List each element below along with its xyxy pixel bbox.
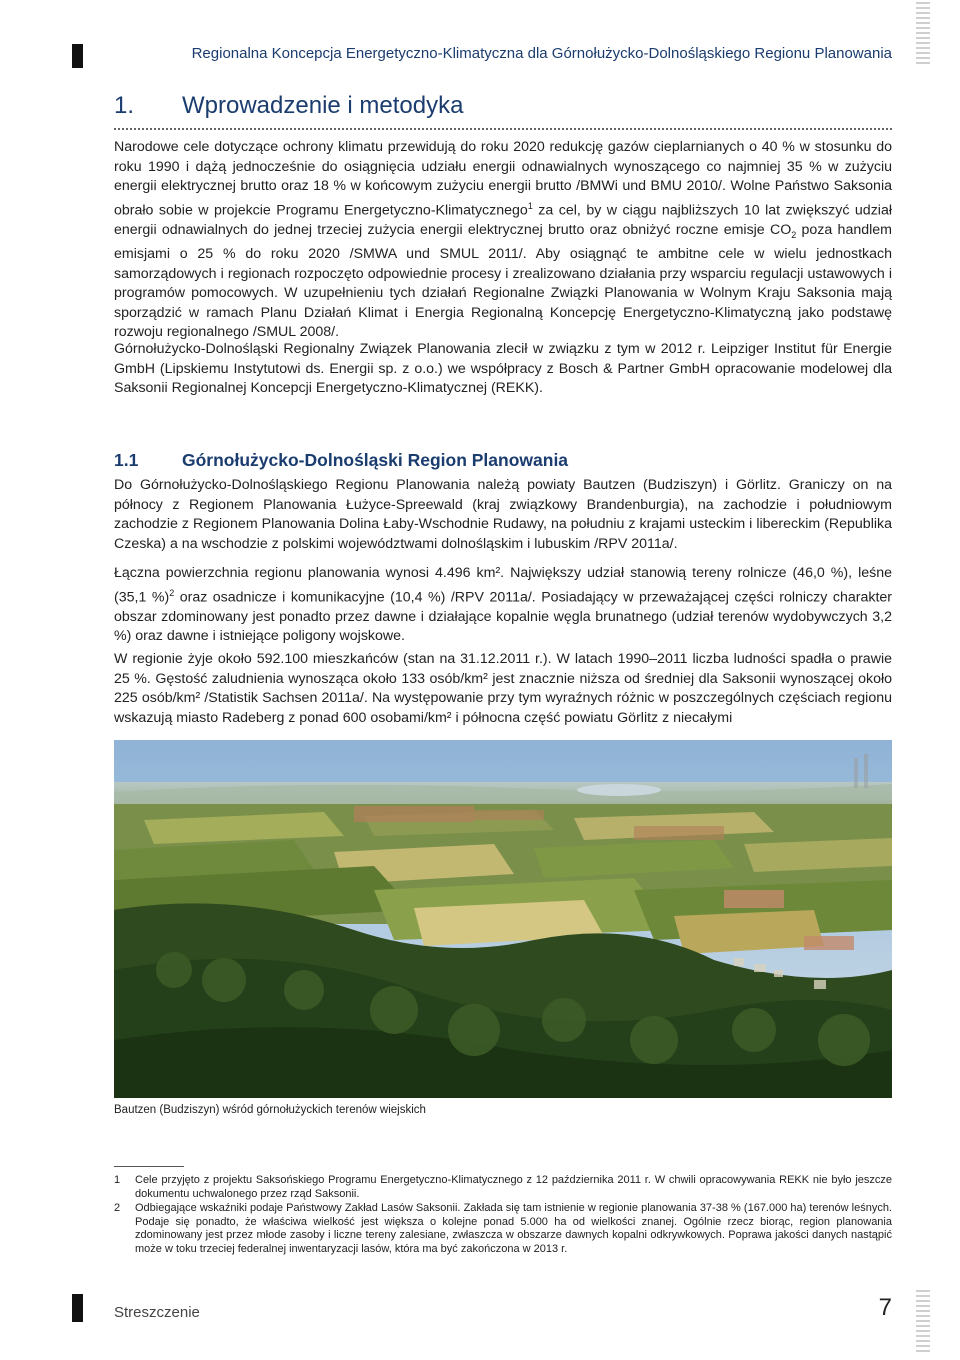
header-marker <box>72 44 83 68</box>
paragraph-text: poza handlem emisjami o 25 % do roku 2020 /SMWA und SMUL 2011/. Aby osiągnąć te ambitne cele w wielu jednostkach samorządowych i regionach rozpoczęto odpowiednie procesy i zrealizowano działania przy wsparciu regulacji ustawowych i programów pomocowych. W uzupełnieniu tych działań Regionalne Związki Planowania w Wolnym Kraju Saksonia mają sporządzić w ramach Planu Działań Klimat i Energia Regionalną Koncepcję Energetyczno-Klimatyczną jako podstawę rozwoju regionalnego /SMUL 2008/. <box>114 221 892 341</box>
co2-subscript: 2 <box>791 229 797 240</box>
section-1-1-number: 1.1 <box>114 450 139 470</box>
page-number: 7 <box>878 1294 892 1321</box>
section-1-heading <box>114 92 463 120</box>
landscape-photo-graphic <box>114 740 892 1098</box>
bottom-edge-ticks <box>916 1288 930 1360</box>
figure-caption: Bautzen (Budziszyn) wśród górnołużyckich terenów wiejskich <box>114 1104 426 1116</box>
footer-section-label: Streszczenie <box>114 1304 200 1321</box>
footer-marker <box>72 1294 83 1322</box>
section-1-1-paragraph-3: W regionie żyje około 592.100 mieszkańców (stan na 31.12.2011 r.). W latach 1990–2011 liczba ludności spadła o prawie 25 %. Gęstość zaludnienia wynosząca około 133 osób/km² jest znacznie niższa od średniej dla Saksonii wynoszącej około 225 osób/km² /Statistik Sachsen 2011a/. Na występowanie przy tym wyraźnych różnic w poszczególnych częściach regionu wskazują miasto Radeberg z ponad 600 osobami/km² i północna część powiatu Görlitz z niecałymi <box>114 651 892 726</box>
top-edge-ticks <box>916 0 930 74</box>
footnote-ref-2: 2 <box>169 587 175 598</box>
heading-dotted-rule <box>114 128 892 130</box>
section-1-1-paragraph-2 <box>114 564 892 647</box>
footnote-text: Odbiegające wskaźniki podaje Państwowy Zakład Lasów Saksonii. Zakłada się tam istnienie w regionie planowania 37-38 % (167.000 ha) terenów leśnych. Podaje się ponadto, że właściwa wielkość jest większa o kolejne ponad 5.000 ha od wielkości znanej. Ogólnie rzecz biorąc, region planowania zdominowany jest przez młode zasoby i liczne tereny zalesiane, zwłaszcza w obszarze dawnych kopalni odkrywkowych. Poprawa jakości danych nastąpić może w toku trzeciej federalnej inwentaryzacji lasów, która ma być zakończona w 2013 r. <box>135 1202 892 1255</box>
section-1-number: 1. <box>114 92 135 119</box>
section-1-paragraph-1 <box>114 138 892 343</box>
section-1-paragraph-2: Górnołużycko-Dolnośląski Regionalny Związek Planowania zlecił w związku z tym w 2012 r. Leipziger Institut für Energie GmbH (Lipskiemu Instytutowi ds. Energii sp. z o.o.) we współpracy z Bosch & Partner GmbH opracowanie modelowej dla Saksonii Regionalnej Koncepcji Energetyczno-Klimatycznej (REKK). <box>114 341 892 396</box>
paragraph-text: oraz osadnicze i komunikacyjne (10,4 %) /RPV 2011a/. Posiadający w przeważającej części rolniczy charakter obszar zdominowany jest ponadto przez dawne i działające kopalnie węgla brunatnego (udział terenów wydobywczych 3,2 %) oraz dawne i istniejące poligony wojskowe. <box>114 589 893 645</box>
footnote-number: 1 <box>114 1174 121 1186</box>
footnote-1 <box>114 1174 892 1201</box>
footnote-separator <box>114 1166 184 1167</box>
footnote-ref-1: 1 <box>527 200 533 211</box>
section-1-title: Wprowadzenie i metodyka <box>182 92 464 119</box>
paragraph-text: za cel, by w ciągu najbliższych 10 lat zwiększyć udział energii odnawialnych do jednej trzeciej zużycia energii elektrycznej brutto oraz obniżyć roczne emisje CO <box>114 202 892 238</box>
section-1-1-heading <box>114 450 568 471</box>
footnote-2 <box>114 1202 892 1256</box>
paragraph-text: Łączna powierzchnia regionu planowania wynosi 4.496 km². Największy udział stanowią tereny rolnicze (46,0 %), leśne (35,1 %) <box>114 565 892 606</box>
footnote-text: Cele przyjęto z projektu Saksońskiego Programu Energetyczno-Klimatycznego z 12 października 2011 r. W chwili opracowywania REKK nie było jeszcze dokumentu uchwalonego przez rząd Saksonii. <box>135 1174 892 1200</box>
landscape-photo <box>114 740 892 1098</box>
section-1-1-paragraph-1: Do Górnołużycko-Dolnośląskiego Regionu Planowania należą powiaty Bautzen (Budziszyn) i Görlitz. Graniczy on na północy z Regionem Planowania Łużyce-Spreewald (kraj związkowy Brandenburgia), na zachodzie i południowym zachodzie z Regionem Planowania Dolina Łaby-Wschodnie Rudawy, na południu z krajami usteckim i libereckim (Republika Czeska) a na wschodzie z polskimi województwami dolnośląskim i lubuskim /RPV 2011a/. <box>114 477 892 552</box>
section-1-1-title: Górnołużycko-Dolnośląski Region Planowania <box>182 450 569 470</box>
paragraph-text: Narodowe cele dotyczące ochrony klimatu przewidują do roku 2020 redukcję gazów cieplarnianych o 40 % w stosunku do roku 1990 i dążą jednocześnie do osiągnięcia udziału energii odnawialnych wynoszącego co najmniej 35 % w zużyciu energii elektrycznej brutto oraz 18 % w końcowym zużyciu energii brutto /BMWi und BMU 2010/. Wolne Państwo Saksonia obrało sobie w projekcie Programu Energetyczno-Klimatycznego <box>114 139 892 219</box>
running-title: Regionalna Koncepcja Energetyczno-Klimatyczna dla Górnołużycko-Dolnośląskiego Regionu Planowania <box>191 45 892 62</box>
footnote-number: 2 <box>114 1202 121 1214</box>
